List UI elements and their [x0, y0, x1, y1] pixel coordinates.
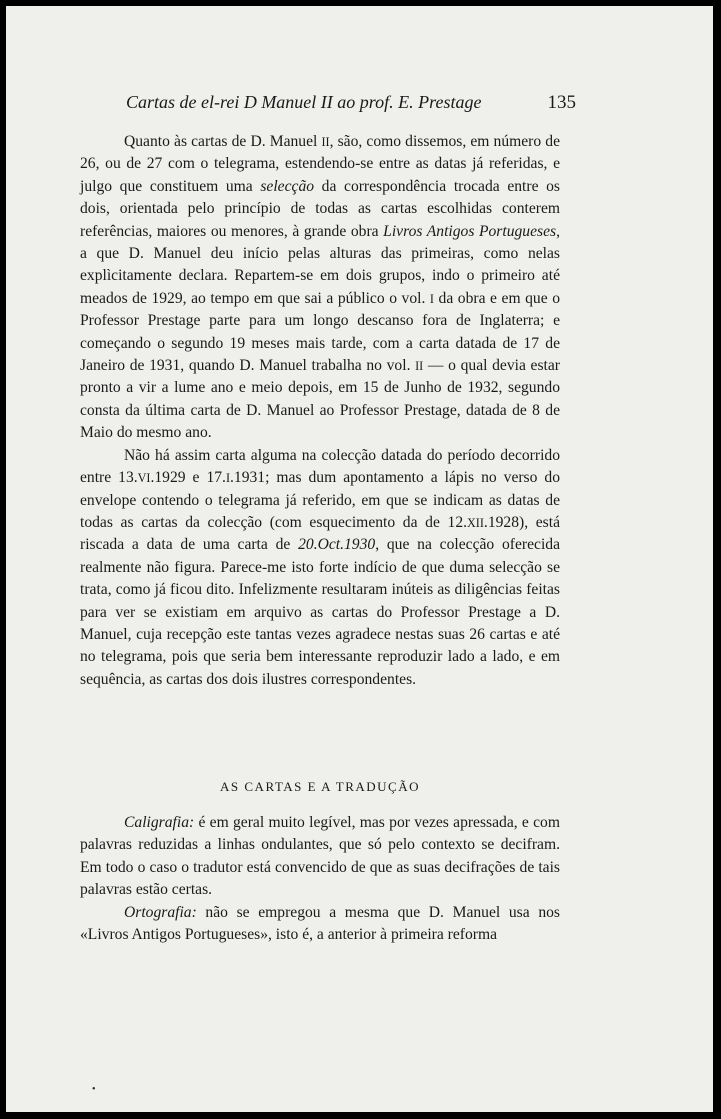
page-number: 135	[547, 92, 576, 113]
roman-numeral: II	[415, 359, 424, 374]
text-run: , são, como dissemos, em número de 26, ou de 27 com o telegrama, estendendo-se entre as datas já referidas, e julgo que constituem uma	[80, 133, 560, 195]
roman-numeral: VI	[137, 471, 151, 486]
paragraph	[80, 902, 560, 947]
italic-text: Livros Antigos Portugueses	[383, 222, 557, 240]
section-heading: AS CARTAS E A TRADUÇÃO	[220, 779, 420, 794]
body-text-section	[80, 812, 560, 946]
italic-text: selecção	[260, 177, 315, 195]
text-run: Quanto às cartas de D. Manuel	[124, 133, 322, 150]
italic-text: Caligrafia:	[124, 814, 195, 831]
paragraph	[80, 131, 560, 445]
text-run: é em geral muito legível, mas por vezes apressada, e com palavras reduzidas a linhas ondulantes, que só pelo contexto se decifram. Em todo o caso o tradutor está convencido de que as suas decifrações de tais palavras estão certas.	[80, 814, 560, 899]
body-text-main	[80, 131, 560, 691]
text-run: .1931; mas dum apontamento a lápis no verso do envelope contendo o telegrama já referido, em que se indicam as datas de todas as cartas da colecção (com esquecimento da de 12.	[80, 469, 560, 531]
paragraph	[80, 812, 560, 902]
text-run: .1929 e 17.	[150, 469, 226, 487]
text-run: Não há assim carta alguma na colecção datada do período decorrido entre 13.	[80, 446, 560, 487]
text-run: — o qual devia estar pronto a vir a lume ano e meio depois, em 15 de Junho de 1932, segundo consta da última carta de D. Manuel ao Professor Prestage, datada de 8 de Maio do mesmo ano.	[80, 357, 560, 442]
text-run: da obra e em que o Professor Prestage parte para um longo descanso fora de Inglaterra; e começando o segundo 19 meses mais tarde, com a carta datada de 17 de Janeiro de 1931, quando D. Manuel trabalha no vol.	[80, 289, 560, 375]
text-run: , a que D. Manuel deu início pelas alturas das primeiras, como nelas explìcitamente declara. Repartem-se em dois grupos, indo o primeiro até meados de 1929, ao tempo em que sai a público o vol.	[80, 222, 560, 307]
text-run: , que na colecção oferecida realmente não figura. Parece-me isto forte indício de que duma selecção se trata, como já ficou dito. Infelizmente resultaram inúteis as diligências feitas para ver se existiam em arquivo as cartas do Professor Prestage a D. Manuel, cuja recepção este tantas vezes agradece nestas suas 26 cartas e até no telegrama, pois que seria bem interessante reproduzir lado a lado, e em sequência, as cartas dos dois ilustres correspondentes.	[80, 536, 560, 688]
text-run: não se empregou a mesma que D. Manuel usa nos «Livros Antigos Portugueses», isto é, a anterior à primeira reforma	[80, 903, 560, 944]
text-run: .1928), está riscada a data de uma carta de	[80, 513, 560, 554]
italic-text: 20.Oct.1930	[298, 536, 376, 554]
paragraph	[80, 445, 560, 691]
roman-numeral: II	[321, 135, 330, 149]
book-page	[6, 6, 713, 1112]
text-run: da correspondência trocada entre os dois, orientada pelo princípio de todas as cartas escolhidas conterem referências, maiores ou menores, à grande obra	[80, 177, 560, 240]
roman-numeral: XII	[467, 515, 484, 530]
margin-mark: •	[92, 1084, 96, 1095]
running-head	[126, 92, 576, 114]
italic-text: Ortografia:	[124, 903, 197, 921]
roman-numeral: I	[225, 471, 230, 486]
running-head-title: Cartas de el-rei D Manuel II ao prof. E. Prestage	[126, 92, 482, 112]
roman-numeral: I	[429, 291, 434, 306]
